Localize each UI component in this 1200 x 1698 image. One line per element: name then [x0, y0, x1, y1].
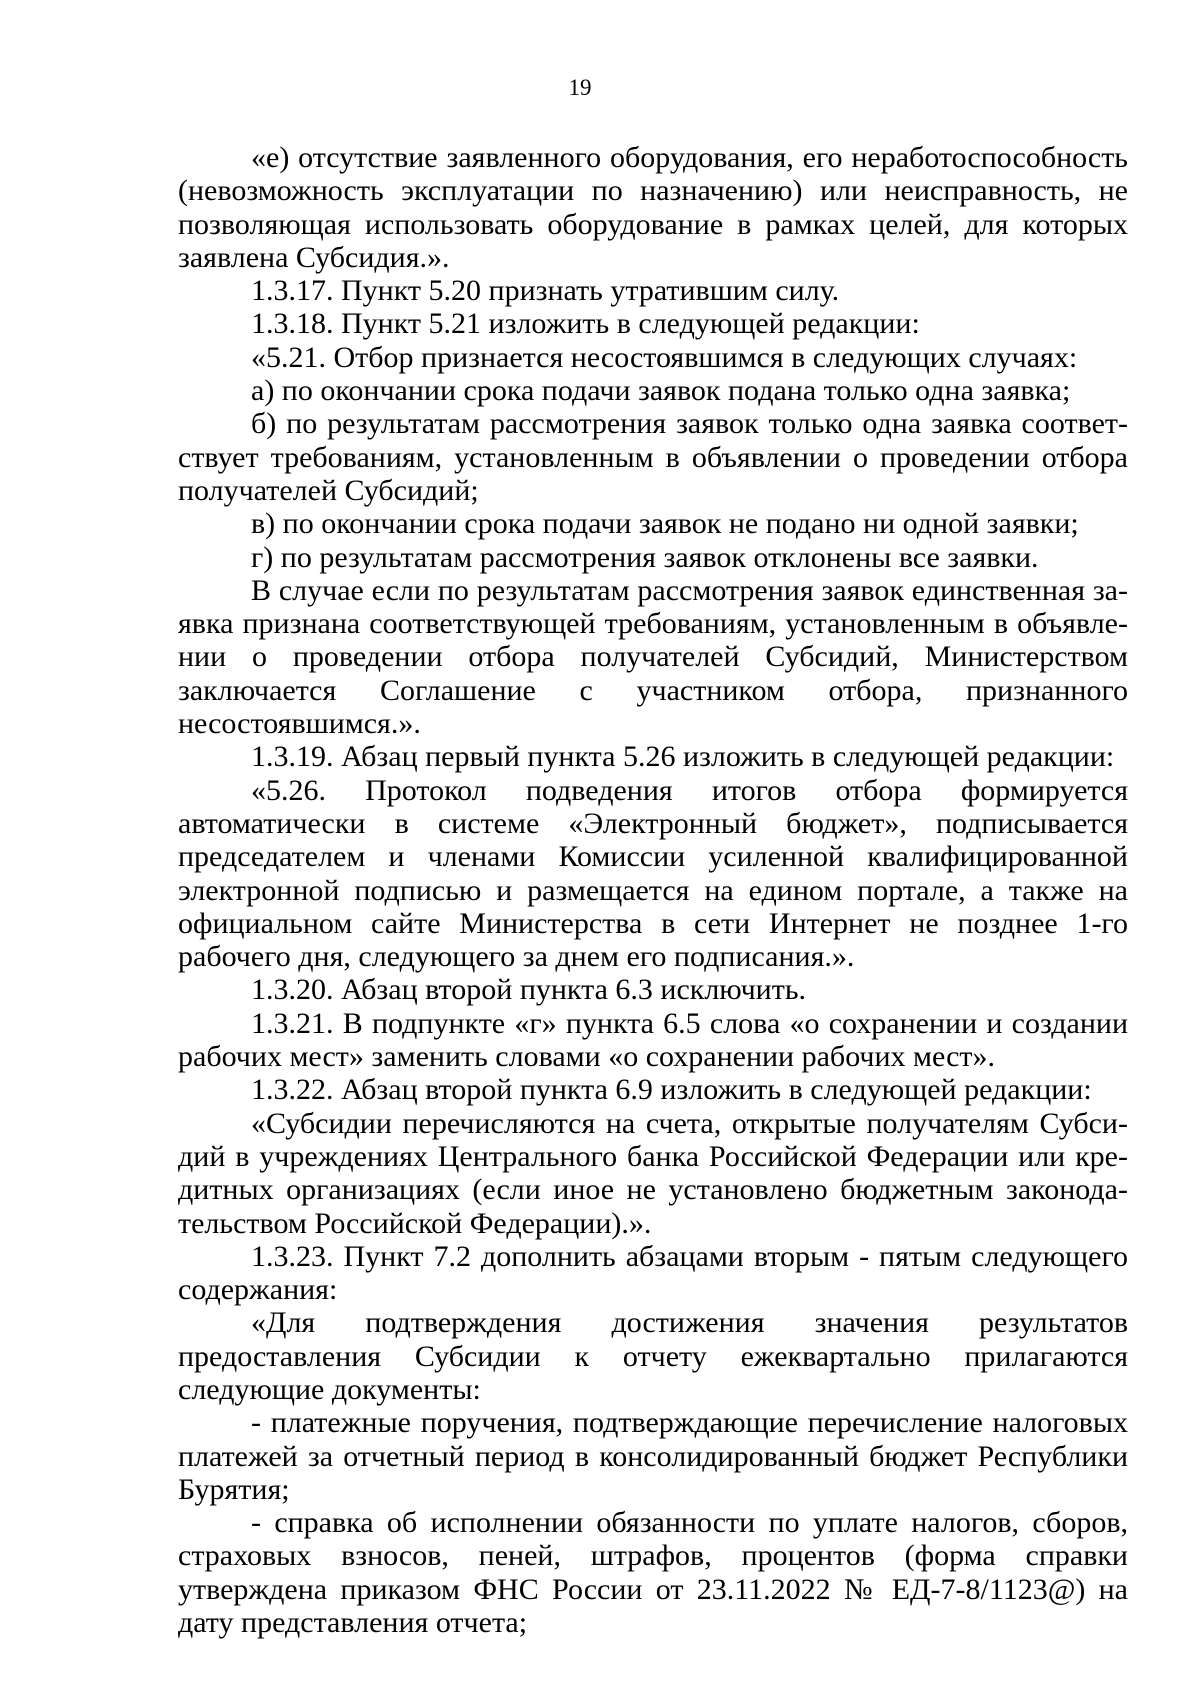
paragraph-7: в) по окончании срока подачи заявок не подано ни одной заявки; [251, 507, 1079, 541]
paragraph-12: 1.3.20. Абзац второй пункта 6.3 исключить. [251, 973, 807, 1007]
paragraph-13: 1.3.21. В подпункте «г» пункта 6.5 слова «о сохранении и создании рабочих мест» заменить словами «о сохранении рабочих мест». [178, 1006, 1128, 1074]
paragraph-10: 1.3.19. Абзац первый пункта 5.26 изложить в следующей редакции: [251, 740, 1115, 774]
paragraph-2: 1.3.17. Пункт 5.20 признать утратившим силу. [251, 274, 840, 308]
page-number: 19 [568, 75, 592, 100]
paragraph-19: - справка об исполнении обязанности по уплате налогов, сборов, страховых взносов, пеней, штрафов, процентов (форма справки утверждена приказом ФНС России от 23.11.2022 № ЕД-7-8/1123@) на дату представления отчета; [178, 1506, 1128, 1640]
paragraph-1: «е) отсутствие заявленного оборудования, его неработоспособность (невозможность эксплуатации по назначению) или неисправность, не позволяющая использовать оборудование в рамках целей, для которых заявлена Субсидия.». [178, 141, 1128, 274]
paragraph-3: 1.3.18. Пункт 5.21 изложить в следующей редакции: [251, 307, 920, 341]
paragraph-8: г) по результатам рассмотрения заявок отклонены все заявки. [251, 540, 1039, 574]
paragraph-15: «Субсидии перечисляются на счета, открытые получателям Субсидий в учреждениях Центрального банка Российской Федерации или кредитных организациях (если иное не установлено бюджетным законодательством Российской Федерации).». [178, 1106, 1128, 1240]
paragraph-9: В случае если по результатам рассмотрения заявок единственная заявка признана соответствующей требованиям, установленным в объявлении о проведении отбора получателей Субсидий, Министерством заключается Соглашение с участником отбора, признанного несостоявшимся.». [178, 573, 1128, 741]
document-body [178, 141, 1128, 1639]
paragraph-14: 1.3.22. Абзац второй пункта 6.9 изложить в следующей редакции: [251, 1073, 1092, 1107]
paragraph-5: а) по окончании срока подачи заявок подана только одна заявка; [251, 374, 1071, 408]
paragraph-18: - платежные поручения, подтверждающие перечисление налоговых платежей за отчетный период в консолидированный бюджет Республики Бурятия; [178, 1406, 1128, 1506]
paragraph-6: б) по результатам рассмотрения заявок только одна заявка соответствует требованиям, установленным в объявлении о проведении отбора получателей Субсидий; [178, 407, 1128, 507]
paragraph-4: «5.21. Отбор признается несостоявшимся в следующих случаях: [251, 340, 1078, 374]
paragraph-16: 1.3.23. Пункт 7.2 дополнить абзацами вторым - пятым следующего содержания: [178, 1239, 1128, 1307]
paragraph-17: «Для подтверждения достижения значения результатов предоставления Субсидии к отчету ежеквартально прилагаются следующие документы: [178, 1306, 1128, 1406]
paragraph-11: «5.26. Протокол подведения итогов отбора формируется автоматически в системе «Электронный бюджет», подписывается председателем и членами Комиссии усиленной квалифицированной электронной подписью и размещается на едином портале, а также на официальном сайте Министерства в сети Интернет не позднее 1-го рабочего дня, следующего за днем его подписания.». [178, 773, 1128, 974]
